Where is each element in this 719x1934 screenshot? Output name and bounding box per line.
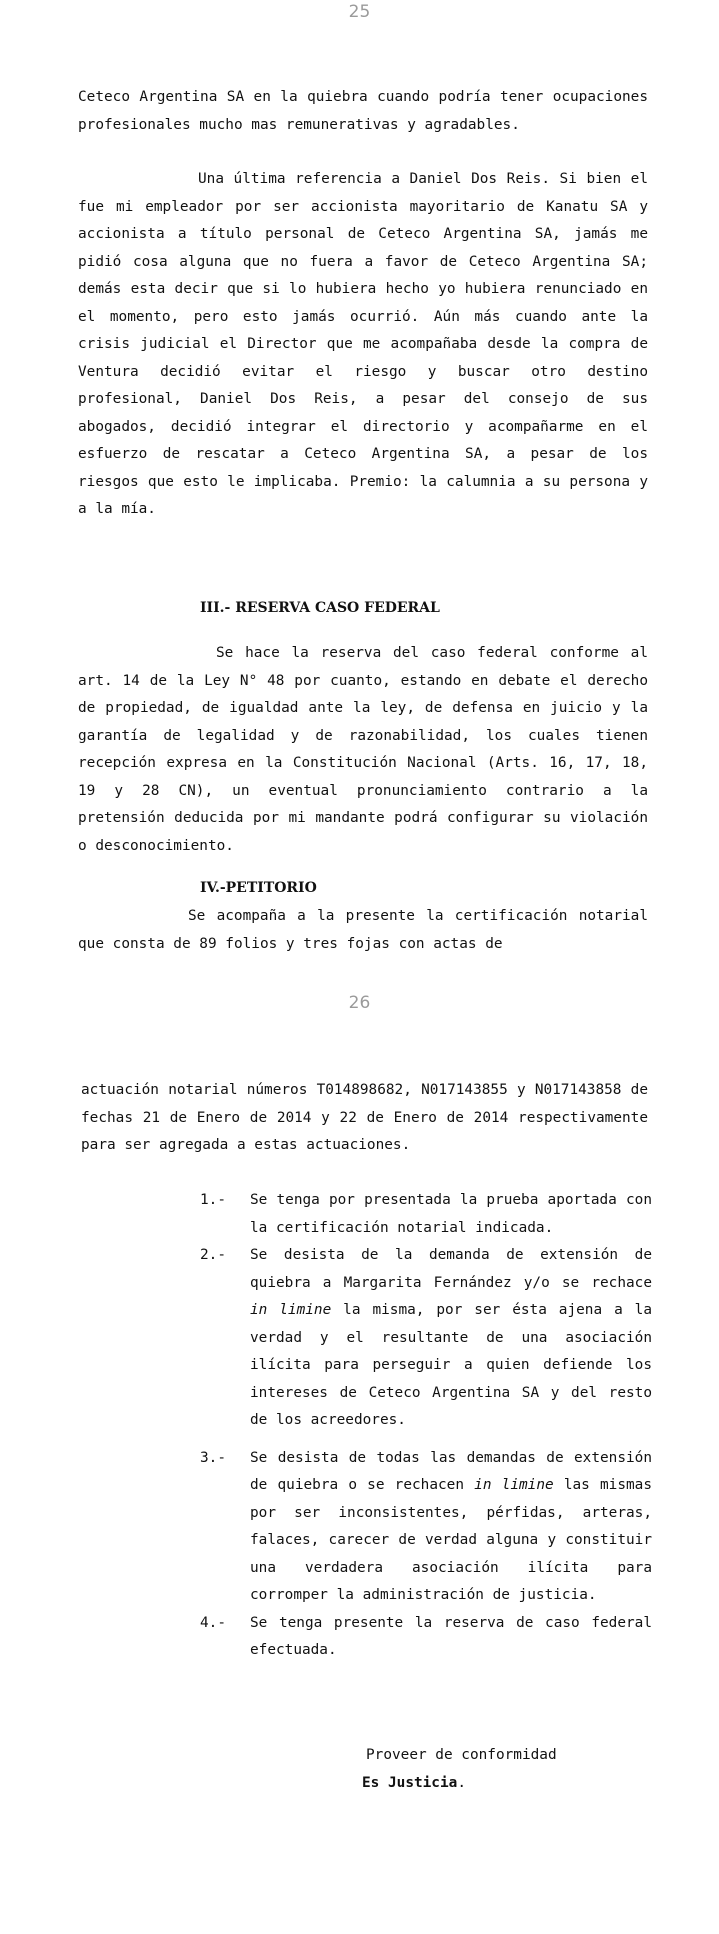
closing-suffix: .: [457, 1774, 466, 1791]
list-item: [200, 1445, 652, 1610]
item-text-italic: in limine: [474, 1477, 554, 1493]
closing-emphasis: Es Justicia: [362, 1774, 458, 1791]
section-body-petitorio: Se acompaña a la presente la certificación notarial que consta de 89 folios y tres fojas con actas de: [78, 908, 648, 952]
item-text-italic: in limine: [250, 1302, 332, 1318]
closing-block: [362, 1742, 557, 1797]
petition-list: [200, 1187, 652, 1665]
petitorio-continuation: actuación notarial números T014898682, N017143855 y N017143858 de fechas 21 de Enero de 2014 y 22 de Enero de 2014 respectivamente para ser agregada a estas actuaciones.: [81, 1082, 648, 1153]
item-text-part: la misma, por ser ésta ajena a la verdad y el resultante de una asociación ilícita para perseguir a quien defiende los intereses de Ceteco Argentina SA y del resto de los acreedores.: [250, 1302, 652, 1428]
page-number: 26: [348, 993, 371, 1013]
item-text-part: las mismas por ser inconsistentes, pérfidas, arteras, falaces, carecer de verdad alguna y constituir una verdadera asociación ilícita para corromper la administración de justicia.: [250, 1477, 652, 1603]
item-number: 1.-: [200, 1192, 226, 1208]
item-text-part: Se desista de la demanda de extensión de quiebra a Margarita Fernández y/o se rechace: [250, 1247, 652, 1291]
closing-line: Proveer de conformidad: [366, 1747, 557, 1763]
item-text: [250, 1445, 652, 1610]
section-heading-petitorio: IV.-PETITORIO: [200, 880, 317, 896]
item-number: 4.-: [200, 1614, 226, 1631]
item-text-part: Se desista de todas las demandas de extensión de quiebra o se rechacen: [250, 1449, 652, 1493]
item-number: 2.-: [200, 1247, 226, 1263]
list-item: [200, 1242, 652, 1435]
continued-paragraph: Ceteco Argentina SA en la quiebra cuando podría tener ocupaciones profesionales mucho mas remunerativas y agradables.: [78, 89, 648, 133]
list-item: [200, 1187, 652, 1242]
page-number: 25: [348, 2, 371, 22]
section-body-reserva: Se hace la reserva del caso federal conforme al art. 14 de la Ley N° 48 por cuanto, estando en debate el derecho de propiedad, de igualdad ante la ley, de defensa en juicio y la garantía de legalidad y de razonabilidad, los cuales tienen recepción expresa en la Constitución Nacional (Arts. 16, 17, 18, 19 y 28 CN), un eventual pronunciamiento contrario a la pretensión deducida por mi mandante podrá configurar su violación o desconocimiento.: [78, 645, 648, 854]
item-text: Se tenga presente la reserva de caso federal efectuada.: [250, 1614, 652, 1658]
item-number: 3.-: [200, 1449, 226, 1466]
item-text: [250, 1242, 652, 1435]
dos-reis-paragraph: Una última referencia a Daniel Dos Reis. Si bien el fue mi empleador por ser accionista mayoritario de Kanatu SA y accionista a título personal de Ceteco Argentina SA, jamás me pidió cosa alguna que no fuera a favor de Ceteco Argentina SA; demás esta decir que si lo hubiera hecho yo hubiera renunciado en el momento, pero esto jamás ocurrió. Aún más cuando ante la crisis judicial el Director que me acompañaba desde la compra de Ventura decidió evitar el riesgo y buscar otro destino profesional, Daniel Dos Reis, a pesar del consejo de sus abogados, decidió integrar el directorio y acompañarme en el esfuerzo de rescatar a Ceteco Argentina SA, a pesar de los riesgos que esto le implicaba. Premio: la calumnia a su persona y a la mía.: [78, 171, 648, 517]
section-heading-reserva: III.- RESERVA CASO FEDERAL: [200, 600, 440, 616]
item-text: Se tenga por presentada la prueba aportada con la certificación notarial indicada.: [250, 1192, 652, 1236]
list-item: [200, 1610, 652, 1665]
closing-signature: [362, 1770, 557, 1798]
